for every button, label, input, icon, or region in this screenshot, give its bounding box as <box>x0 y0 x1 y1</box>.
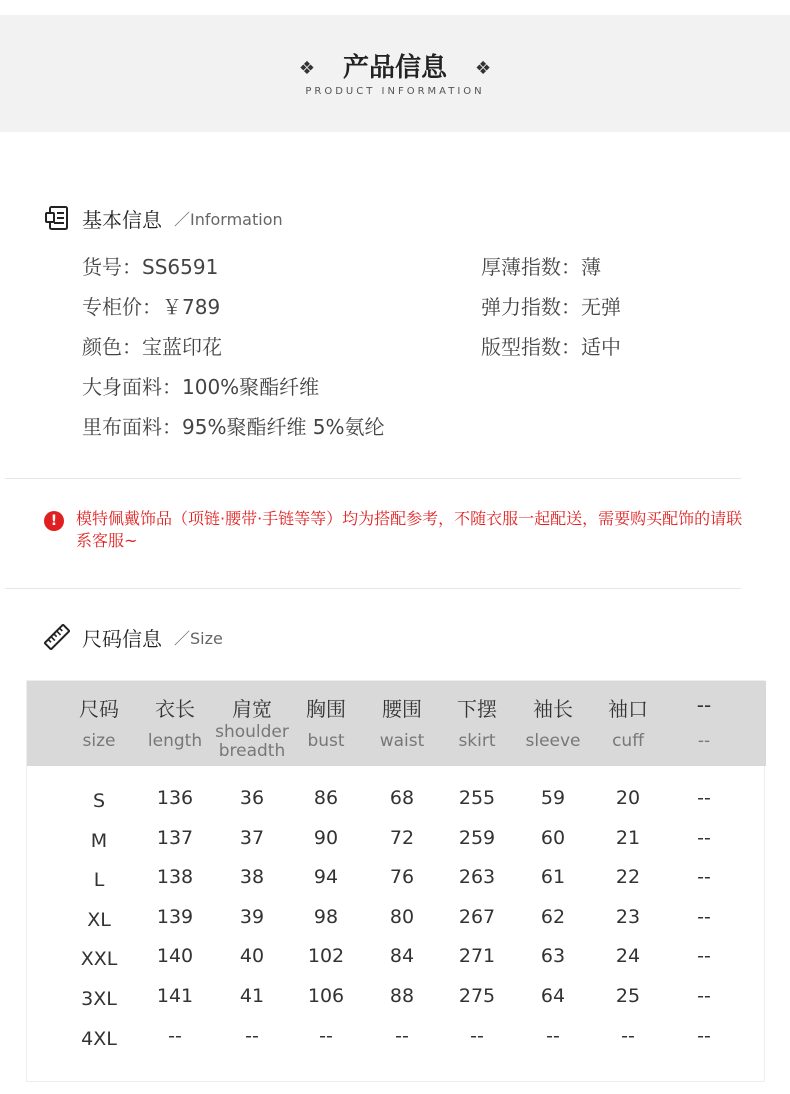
size-cell-skirt: 271 <box>458 945 496 967</box>
header-en-bust: bust <box>307 731 345 751</box>
header-en-cuff: cuff <box>612 731 644 751</box>
header-en-shoulder: shoulder breadth <box>215 722 289 761</box>
info-item-thickness: 厚薄指数：薄 <box>481 255 601 279</box>
divider <box>5 478 741 479</box>
size-cell-length: 140 <box>156 945 194 967</box>
size-cell-bust: 98 <box>313 906 339 928</box>
size-row-label: XXL <box>80 948 118 970</box>
header-cn-size: 尺码 <box>79 697 119 721</box>
info-item-fit: 版型指数：适中 <box>481 335 621 359</box>
basic-info-subtitle: ／Information <box>174 209 283 229</box>
header-cn-waist: 腰围 <box>382 697 422 721</box>
header-cn-skirt: 下摆 <box>457 697 497 721</box>
info-item-elasticity: 弹力指数：无弹 <box>481 295 621 319</box>
info-item-color: 颜色：宝蓝印花 <box>82 335 222 359</box>
header-cn-bust: 胸围 <box>306 697 346 721</box>
diamond-right-icon: ❖ <box>475 58 492 79</box>
size-row-label: 3XL <box>81 988 117 1010</box>
diamond-left-icon: ❖ <box>298 58 315 79</box>
info-item-lining-fabric: 里布面料：95%聚酯纤维 5%氨纶 <box>82 415 385 439</box>
size-cell-cuff: 25 <box>615 985 641 1007</box>
banner-title-row <box>0 47 790 84</box>
size-cell-sleeve: 59 <box>540 787 566 809</box>
size-cell-cuff: 24 <box>615 945 641 967</box>
size-cell-skirt: 255 <box>458 787 496 809</box>
size-table <box>26 680 765 1082</box>
size-cell-waist: 80 <box>389 906 415 928</box>
size-cell-length: 139 <box>156 906 194 928</box>
basic-info-heading <box>44 203 283 233</box>
header-cn-length: 衣长 <box>155 697 195 721</box>
size-cell-sleeve: -- <box>546 1025 560 1047</box>
size-cell-cuff: 20 <box>615 787 641 809</box>
header-cn-extra: -- <box>696 693 712 717</box>
size-cell-bust: 106 <box>307 985 345 1007</box>
size-cell-extra: -- <box>697 906 711 928</box>
size-cell-cuff: 23 <box>615 906 641 928</box>
size-cell-sleeve: 62 <box>540 906 566 928</box>
size-info-subtitle: ／Size <box>174 628 223 648</box>
accessory-notice <box>44 508 754 552</box>
size-cell-sleeve: 64 <box>540 985 566 1007</box>
notice-text: 模特佩戴饰品（项链·腰带·手链等等）均为搭配参考，不随衣服一起配送，需要购买配饰的请联系客服~ <box>76 509 743 550</box>
size-cell-bust: 90 <box>313 827 339 849</box>
size-cell-length: 136 <box>156 787 194 809</box>
header-en-length: length <box>147 731 203 751</box>
size-cell-waist: 68 <box>389 787 415 809</box>
header-en-waist: waist <box>379 731 425 751</box>
size-cell-bust: 94 <box>313 866 339 888</box>
size-row-label: XL <box>87 909 111 931</box>
size-cell-length: -- <box>168 1025 182 1047</box>
size-row-label: S <box>92 790 106 812</box>
size-cell-bust: 102 <box>307 945 345 967</box>
header-en-extra: -- <box>697 731 711 751</box>
size-cell-cuff: 21 <box>615 827 641 849</box>
size-cell-extra: -- <box>697 1025 711 1047</box>
header-en-size: size <box>82 731 116 751</box>
size-cell-sleeve: 61 <box>540 866 566 888</box>
size-cell-extra: -- <box>697 985 711 1007</box>
size-cell-sleeve: 60 <box>540 827 566 849</box>
ruler-icon <box>44 624 70 650</box>
size-info-heading <box>44 622 223 652</box>
size-cell-waist: 84 <box>389 945 415 967</box>
size-cell-cuff: 22 <box>615 866 641 888</box>
size-cell-extra: -- <box>697 945 711 967</box>
basic-info-title: 基本信息 <box>82 207 162 232</box>
size-cell-skirt: 267 <box>458 906 496 928</box>
size-info-title: 尺码信息 <box>82 626 162 651</box>
size-cell-skirt: 275 <box>458 985 496 1007</box>
size-cell-length: 138 <box>156 866 194 888</box>
header-en-sleeve: sleeve <box>525 731 581 751</box>
size-cell-shoulder: 36 <box>239 787 265 809</box>
size-row-label: L <box>93 869 105 891</box>
size-cell-shoulder: -- <box>245 1025 259 1047</box>
size-cell-sleeve: 63 <box>540 945 566 967</box>
size-cell-shoulder: 39 <box>239 906 265 928</box>
size-cell-extra: -- <box>697 827 711 849</box>
size-cell-skirt: -- <box>470 1025 484 1047</box>
alert-icon: ! <box>44 511 64 531</box>
header-en-skirt: skirt <box>458 731 496 751</box>
size-cell-length: 141 <box>156 985 194 1007</box>
size-cell-extra: -- <box>697 866 711 888</box>
size-cell-waist: -- <box>395 1025 409 1047</box>
document-icon <box>44 205 70 231</box>
info-item-sku: 货号：SS6591 <box>82 255 219 279</box>
size-cell-waist: 88 <box>389 985 415 1007</box>
info-item-shell-fabric: 大身面料：100%聚酯纤维 <box>82 375 320 399</box>
size-cell-waist: 76 <box>389 866 415 888</box>
header-cn-sleeve: 袖长 <box>533 697 573 721</box>
size-cell-shoulder: 40 <box>239 945 265 967</box>
size-row-label: M <box>90 830 108 852</box>
banner-subtitle: PRODUCT INFORMATION <box>305 86 485 97</box>
size-cell-waist: 72 <box>389 827 415 849</box>
banner-title: 产品信息 <box>342 53 447 83</box>
size-cell-shoulder: 37 <box>239 827 265 849</box>
divider <box>5 588 741 589</box>
header-cn-shoulder: 肩宽 <box>232 697 272 721</box>
size-cell-shoulder: 41 <box>239 985 265 1007</box>
size-cell-length: 137 <box>156 827 194 849</box>
size-cell-bust: -- <box>319 1025 333 1047</box>
header-cn-cuff: 袖口 <box>608 697 648 721</box>
size-cell-skirt: 259 <box>458 827 496 849</box>
size-cell-cuff: -- <box>621 1025 635 1047</box>
size-cell-shoulder: 38 <box>239 866 265 888</box>
info-item-price: 专柜价：￥789 <box>82 295 221 319</box>
size-cell-extra: -- <box>697 787 711 809</box>
size-cell-skirt: 263 <box>458 866 496 888</box>
size-row-label: 4XL <box>81 1028 117 1050</box>
size-cell-bust: 86 <box>313 787 339 809</box>
